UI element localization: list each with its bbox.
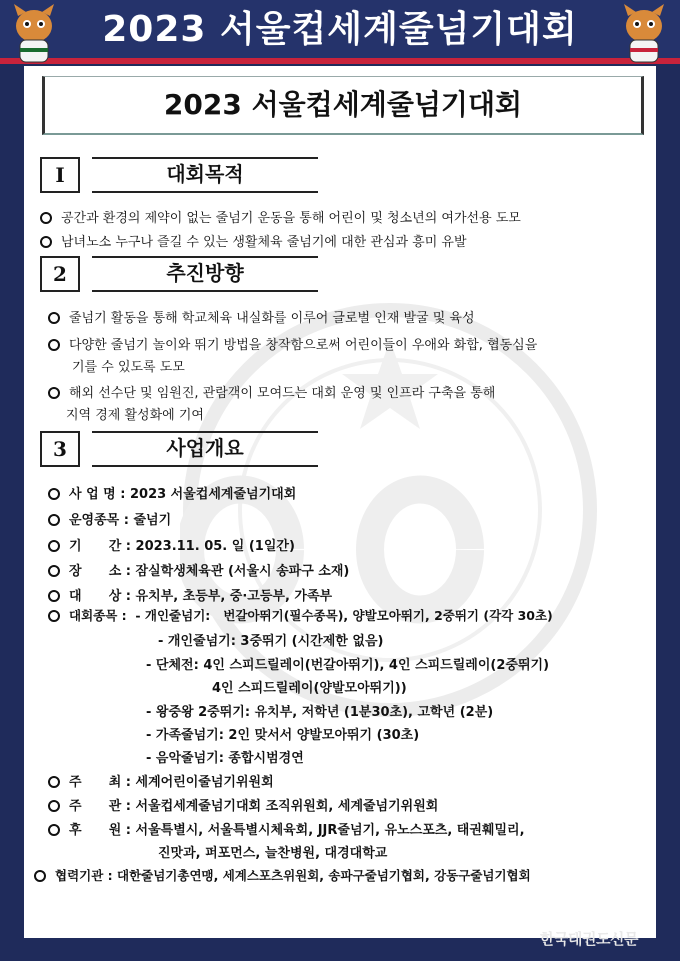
section-title: 추진방향	[166, 261, 244, 285]
sub-item: - 가족줄넘기: 2인 맞서서 양발모아뛰기 (30초)	[146, 728, 420, 743]
list-item: 공간과 환경의 제약이 없는 줄넘기 운동을 통해 어린이 및 청소년의 여가선용 도모	[40, 207, 521, 226]
section-header-direction	[40, 256, 640, 292]
section-number: 2	[40, 256, 80, 292]
list-item-continuation: 지역 경제 활성화에 기여	[66, 408, 204, 423]
list-item: 협력기관 : 대한줄넘기총연맹, 세계스포츠위원회, 송파구줄넘기협회, 강동구줄넘기협회	[34, 866, 531, 884]
section-number: I	[40, 157, 80, 193]
bullet-icon	[48, 590, 60, 602]
sub-item: - 왕중왕 2중뛰기: 유치부, 저학년 (1분30초), 고학년 (2분)	[146, 705, 494, 720]
list-item: 대회종목 : - 개인줄넘기: 번갈아뛰기(필수종목), 양발모아뛰기, 2중뛰기 (각각 30초)	[48, 606, 553, 624]
mascot-icon-right	[616, 4, 672, 66]
publisher-watermark: 한국태권도신문	[540, 930, 638, 948]
bullet-icon	[48, 514, 60, 526]
bullet-icon	[48, 824, 60, 836]
bullet-icon	[48, 312, 60, 324]
sub-item: - 음악줄넘기: 종합시범경연	[146, 751, 304, 766]
list-item: 다양한 줄넘기 놀이와 뛰기 방법을 창작함으로써 어린이들이 우애와 화합, 협동심을	[48, 334, 537, 353]
bullet-icon	[48, 610, 60, 622]
list-item: 줄넘기 활동을 통해 학교체육 내실화를 이루어 글로벌 인재 발굴 및 육성	[48, 307, 475, 326]
bullet-icon	[40, 212, 52, 224]
bullet-icon	[40, 236, 52, 248]
list-item: 남녀노소 누구나 즐길 수 있는 생활체육 줄넘기에 대한 관심과 흥미 유발	[40, 231, 467, 250]
section-title: 대회목적	[166, 162, 244, 186]
section-header-overview	[40, 431, 640, 467]
section-number: 3	[40, 431, 80, 467]
list-item: 장 소 : 잠실학생체육관 (서울시 송파구 소재)	[48, 560, 349, 579]
bullet-icon	[48, 488, 60, 500]
banner-title: 2023 서울컵세계줄넘기대회	[102, 9, 578, 50]
bullet-icon	[48, 800, 60, 812]
list-item-continuation: 진맛과, 퍼포먼스, 늘찬병원, 대경대학교	[158, 846, 388, 861]
bullet-icon	[48, 776, 60, 788]
list-item: 사 업 명 : 2023 서울컵세계줄넘기대회	[48, 483, 296, 502]
bullet-icon	[48, 387, 60, 399]
document-title: 2023 서울컵세계줄넘기대회	[42, 76, 644, 135]
list-item: 해외 선수단 및 임원진, 관람객이 모여드는 대회 운영 및 인프라 구축을 통해	[48, 382, 495, 401]
section-title: 사업개요	[166, 436, 244, 460]
sub-item: - 개인줄넘기: 3중뛰기 (시간제한 없음)	[158, 634, 384, 649]
list-item-continuation: 기를 수 있도록 도모	[72, 360, 185, 375]
bullet-icon	[48, 565, 60, 577]
section-header-purpose	[40, 157, 640, 193]
list-item: 후 원 : 서울특별시, 서울특별시체육회, JJR줄넘기, 유노스포츠, 태권훼밀리,	[48, 819, 525, 838]
list-item: 대 상 : 유치부, 초등부, 중·고등부, 가족부	[48, 585, 332, 604]
list-item: 기 간 : 2023.11. 05. 일 (1일간)	[48, 535, 295, 554]
list-item: 주 최 : 세계어린이줄넘기위원회	[48, 771, 274, 790]
sub-item-continuation: 4인 스피드릴레이(양발모아뛰기))	[212, 681, 407, 696]
list-item: 운영종목 : 줄넘기	[48, 509, 171, 528]
sub-item: - 단체전: 4인 스피드릴레이(번갈아뛰기), 4인 스피드릴레이(2중뛰기)	[146, 658, 550, 673]
bullet-icon	[48, 339, 60, 351]
mascot-icon-left	[6, 4, 62, 66]
bullet-icon	[34, 870, 46, 882]
bullet-icon	[48, 540, 60, 552]
list-item: 주 관 : 서울컵세계줄넘기대회 조직위원회, 세계줄넘기위원회	[48, 795, 438, 814]
